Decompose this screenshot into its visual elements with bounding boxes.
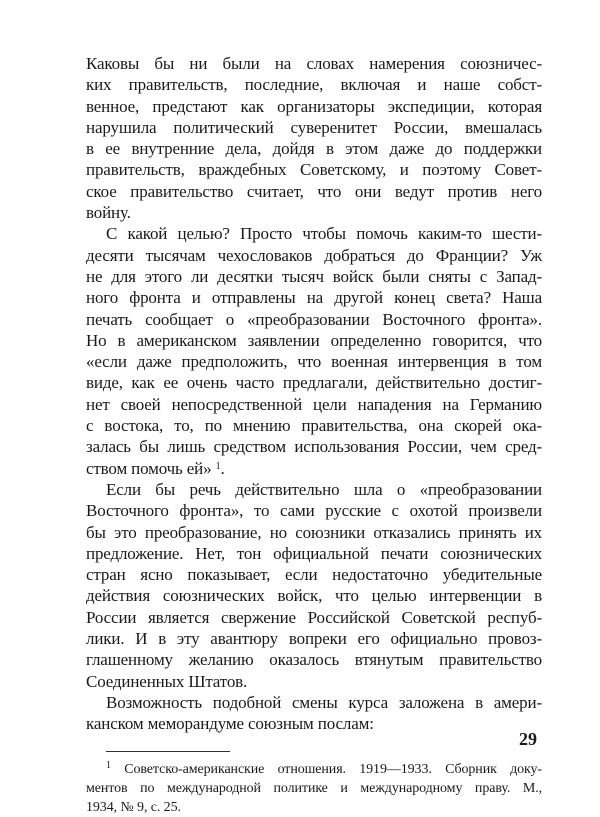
body-line: бы это преобразование, но союзники отказались принять их [86, 522, 542, 542]
footnote-line: ментов по международной политике и международному праву. М., [86, 780, 542, 796]
body-line: десяти тысячам чехословаков добраться до Франции? Уж [86, 245, 542, 265]
body-line: виде, как ее очень часто предлагали, действительно достиг- [86, 373, 542, 393]
body-line: стран ясно показывает, если недостаточно убедительные [86, 565, 542, 585]
body-line: нет своей непосредственной цели нападения на Германию [86, 394, 542, 414]
body-line: Возможность подобной смены курса заложена в амери- [106, 692, 542, 712]
body-line: России является свержение Российской Советской респуб- [86, 607, 542, 627]
body-line: печать сообщает о «преобразовании Восточного фронта». [86, 309, 542, 329]
body-line: «если даже предположить, что военная интервенция в том [86, 352, 542, 372]
body-line: нарушила политический суверенитет России, вмешалась [86, 117, 542, 137]
body-line: ское правительство считает, что они ведут против него [86, 181, 542, 201]
body-line: Соединенных Штатов. [86, 671, 248, 691]
body-line: ного фронта и отправлены на другой конец света? Наша [86, 288, 542, 308]
body-line: венное, предстают как организаторы экспедиции, которая [86, 96, 542, 116]
body-line: с востока, то, по мнению правительства, она скорей ока- [86, 416, 542, 436]
footnote-line [86, 760, 542, 779]
footnote-text: Советско-американские отношения. 1919—1933. Сборник доку- [124, 761, 542, 777]
footnote-reference: 1 [215, 460, 221, 472]
footnote-line: 1934, № 9, с. 25. [86, 799, 181, 815]
body-line-text: ством помочь ей» [86, 458, 212, 478]
body-line: ких правительств, последние, включая и наше собст- [86, 75, 542, 95]
body-line: не для этого ли десятки тысяч войск были сняты с Запад- [86, 266, 542, 286]
body-line: правительств, враждебных Советскому, и поэтому Совет- [86, 160, 542, 180]
body-line: Но в американском заявлении определенно говорится, что [86, 330, 542, 350]
body-line: Каковы бы ни были на словах намерения союзничес- [86, 54, 542, 73]
footnote-marker: 1 [106, 759, 111, 771]
body-line: залась бы лишь средством использования России, чем сред- [86, 437, 542, 457]
body-line: в ее внутренние дела, дойдя в этом даже до поддержки [86, 139, 542, 159]
body-line: Восточного фронта», то сами русские с охотой произвели [86, 501, 542, 521]
body-line-with-footnote: ством помочь ей» $^1$. [86, 458, 225, 478]
body-line: канском меморандуме союзным послам: [86, 714, 374, 734]
body-line: глашенному желанию оказалось втянутым правительство [86, 650, 542, 670]
body-line: Если бы речь действительно шла о «преобразовании [106, 479, 542, 499]
body-line: войну. [86, 203, 131, 223]
body-line: действия союзнических войск, что целью интервенции в [86, 586, 542, 606]
page-text-block [86, 53, 542, 817]
footnote-divider [106, 751, 230, 752]
body-line: лики. И в эту авантюру вопреки его официально провоз- [86, 629, 542, 649]
body-line: предложение. Нет, тон официальной печати союзнических [86, 543, 542, 563]
page-number: 29 [519, 729, 537, 749]
body-line: С какой целью? Просто чтобы помочь каким-то шести- [106, 224, 542, 244]
